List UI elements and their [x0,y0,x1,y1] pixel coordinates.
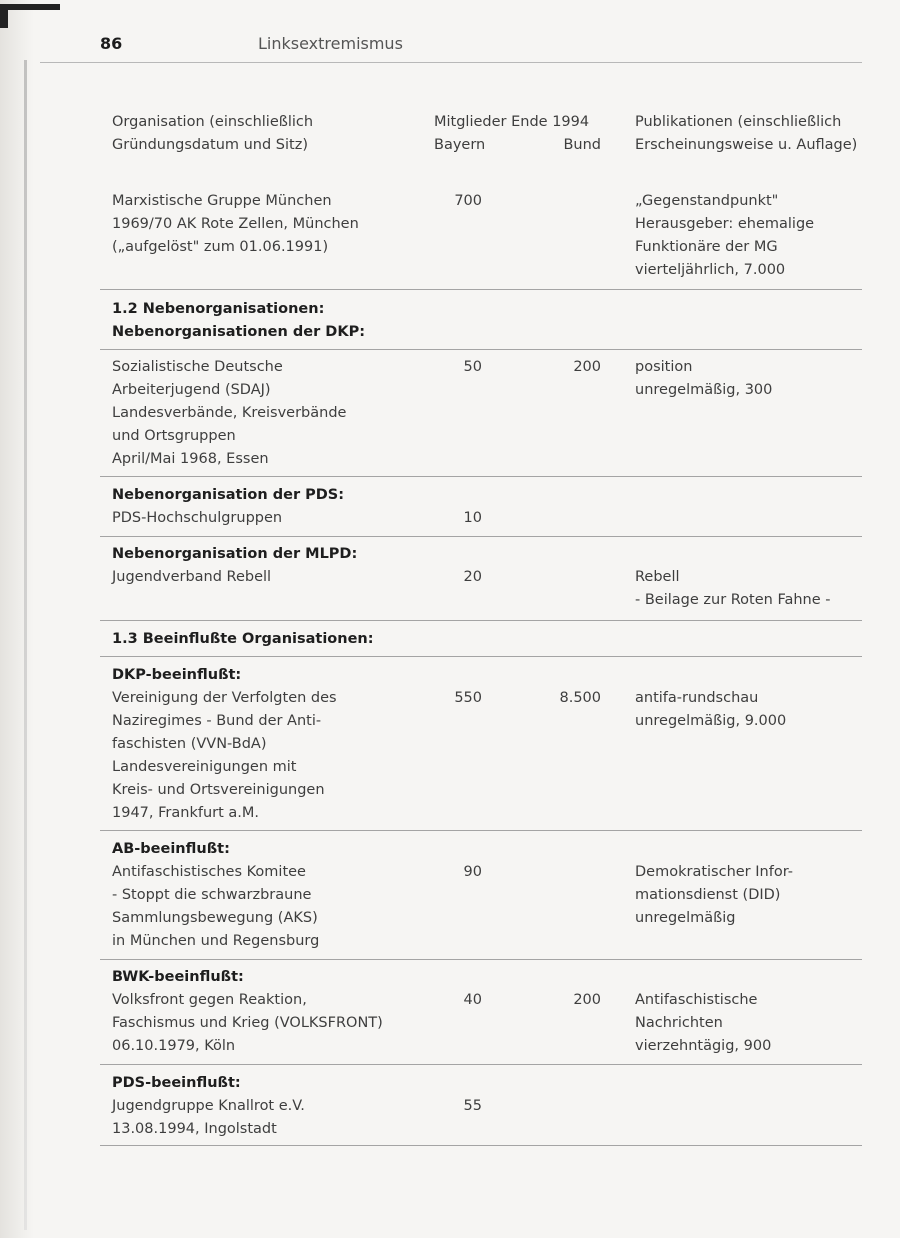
org-cell-mg: Marxistische Gruppe München 1969/70 AK Rote Zellen, München („aufgelöst" zum 01.06.1991) [112,193,359,255]
bund-cell-volksfront: 200 [573,992,601,1008]
org-cell-vvn: Vereinigung der Verfolgten des Naziregimes - Bund der Anti- faschisten (VVN-BdA) Landesvereinigungen mit Kreis- und Ortsvereinigungen 1947, Frankfurt a.M. [112,690,337,821]
group-heading-mlpd: Nebenorganisation der MLPD: [112,546,358,562]
bayern-cell-vvn: 550 [454,690,482,706]
page-number: 86 [100,34,123,53]
bayern-cell-mg: 700 [454,193,482,209]
corner-mark-vertical [0,4,8,28]
column-header-organisation: Organisation (einschließlich Gründungsdatum und Sitz) [112,114,314,153]
row-divider [100,289,862,290]
binding-shadow [24,60,27,1230]
bayern-cell-rebell: 20 [463,569,482,585]
org-cell-pds-hochschulgruppen: PDS-Hochschulgruppen [112,510,283,526]
bayern-cell-volksfront: 40 [463,992,482,1008]
row-divider [100,656,862,657]
pub-cell-rebell: Rebell - Beilage zur Roten Fahne - [635,569,831,608]
section-heading-1-2: 1.2 Nebenorganisationen: Nebenorganisationen der DKP: [112,301,365,340]
bayern-cell-knallrot: 55 [463,1098,482,1114]
table-bottom-rule [100,1145,862,1146]
group-heading-dkp-beeinflusst: DKP-beeinflußt: [112,667,242,683]
row-divider [100,536,862,537]
org-cell-sdaj: Sozialistische Deutsche Arbeiterjugend (SDAJ) Landesverbände, Kreisverbände und Ortsgruppen April/Mai 1968, Essen [112,359,347,467]
row-divider [100,476,862,477]
row-divider [100,1064,862,1065]
row-divider [100,959,862,960]
column-header-members: Mitglieder Ende 1994 [434,114,590,130]
org-cell-aks: Antifaschistisches Komitee - Stoppt die schwarzbraune Sammlungsbewegung (AKS) in München und Regensburg [112,864,320,949]
column-header-bund: Bund [563,137,601,153]
org-cell-volksfront: Volksfront gegen Reaktion, Faschismus und Krieg (VOLKSFRONT) 06.10.1979, Köln [112,992,383,1054]
bayern-cell-sdaj: 50 [463,359,482,375]
bund-cell-vvn: 8.500 [559,690,601,706]
section-heading-1-3: 1.3 Beeinflußte Organisationen: [112,631,374,647]
corner-mark [0,4,60,10]
header-rule [40,62,862,63]
pub-cell-sdaj: position unregelmäßig, 300 [635,359,773,398]
row-divider [100,620,862,621]
column-header-bayern: Bayern [434,137,486,153]
pub-cell-vvn: antifa-rundschau unregelmäßig, 9.000 [635,690,787,729]
pub-cell-aks: Demokratischer Infor- mationsdienst (DID) unregelmäßig [635,864,793,926]
pub-cell-volksfront: Antifaschistische Nachrichten vierzehntägig, 900 [635,992,772,1054]
column-header-publications: Publikationen (einschließlich Erscheinungsweise u. Auflage) [635,114,858,153]
pub-cell-mg: „Gegenstandpunkt" Herausgeber: ehemalige Funktionäre der MG vierteljährlich, 7.000 [635,193,815,278]
org-cell-knallrot: Jugendgruppe Knallrot e.V. 13.08.1994, Ingolstadt [112,1098,305,1137]
org-cell-rebell: Jugendverband Rebell [112,569,272,585]
row-divider [100,830,862,831]
bayern-cell-pds-hochschulgruppen: 10 [463,510,482,526]
running-title: Linksextremismus [258,34,403,53]
group-heading-pds-beeinflusst: PDS-beeinflußt: [112,1075,241,1091]
group-heading-bwk-beeinflusst: BWK-beeinflußt: [112,969,244,985]
group-heading-ab-beeinflusst: AB-beeinflußt: [112,841,230,857]
group-heading-pds: Nebenorganisation der PDS: [112,487,345,503]
page-edge-shadow [0,0,34,1238]
bund-cell-sdaj: 200 [573,359,601,375]
bayern-cell-aks: 90 [463,864,482,880]
row-divider [100,349,862,350]
